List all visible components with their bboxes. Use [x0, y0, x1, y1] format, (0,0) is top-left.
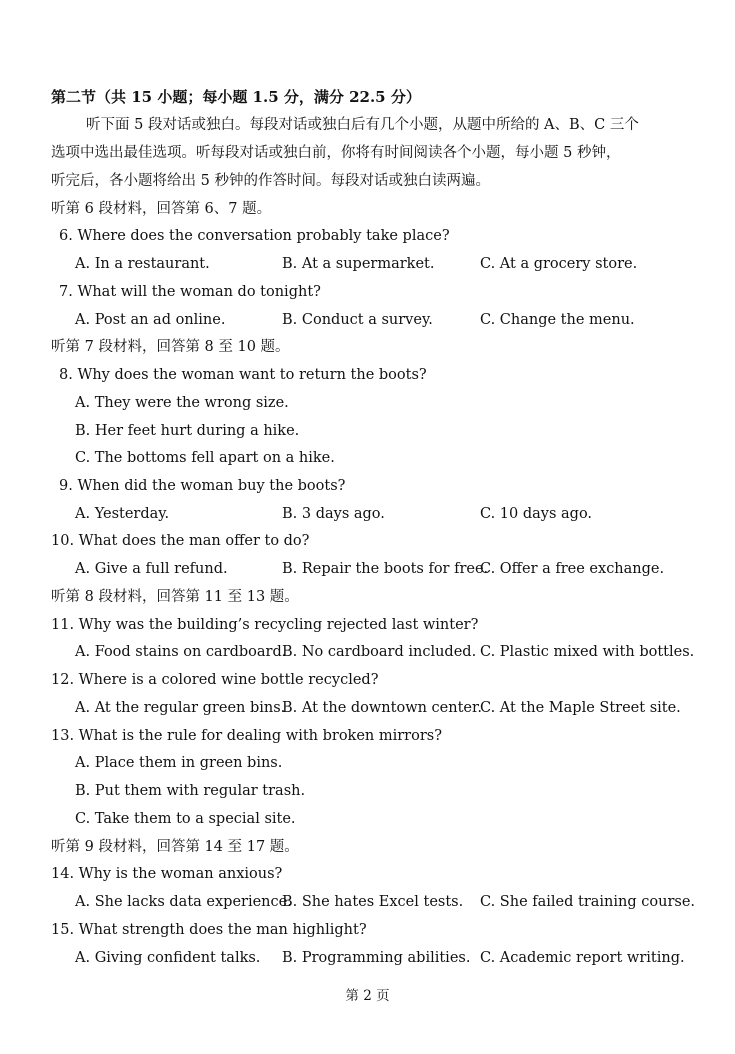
- option-a: A. At the regular green bins.: [75, 700, 286, 716]
- option-a: A. Giving confident talks.: [75, 950, 261, 966]
- question-stem: 7. What will the woman do tonight?: [59, 284, 321, 300]
- option-c: C. At the Maple Street site.: [480, 700, 681, 716]
- option-a: A. Give a full refund.: [75, 561, 228, 577]
- option-b: B. No cardboard included.: [282, 644, 477, 660]
- question-stem: 12. Where is a colored wine bottle recycled?: [51, 672, 379, 688]
- option-c: C. Plastic mixed with bottles.: [480, 644, 695, 660]
- option-c: C. Academic report writing.: [480, 950, 685, 966]
- option-a: A. Food stains on cardboard.: [75, 644, 287, 660]
- option-b: B. She hates Excel tests.: [282, 894, 464, 910]
- section-title: 第二节（共 15 小题；每小题 1.5 分，满分 22.5 分）: [51, 88, 421, 106]
- option-c: C. 10 days ago.: [480, 506, 593, 522]
- option-a: A. They were the wrong size.: [75, 395, 289, 411]
- intro-line-3: 听完后，各小题将给出 5 秒钟的作答时间。每段对话或独白读两遍。: [51, 173, 490, 189]
- option-a: A. She lacks data experience.: [75, 894, 292, 910]
- option-b: B. Repair the boots for free.: [282, 561, 489, 577]
- option-a: A. Post an ad online.: [75, 312, 226, 328]
- option-c: C. The bottoms fell apart on a hike.: [75, 450, 335, 466]
- option-c: C. Offer a free exchange.: [480, 561, 665, 577]
- option-b: B. Her feet hurt during a hike.: [75, 423, 300, 439]
- option-b: B. Programming abilities.: [282, 950, 471, 966]
- option-b: B. At a supermarket.: [282, 256, 435, 272]
- option-c: C. Take them to a special site.: [75, 811, 296, 827]
- question-stem: 9. When did the woman buy the boots?: [59, 478, 346, 494]
- option-b: B. Conduct a survey.: [282, 312, 433, 328]
- question-stem: 13. What is the rule for dealing with broken mirrors?: [51, 728, 442, 744]
- question-stem: 14. Why is the woman anxious?: [51, 866, 283, 882]
- question-stem: 8. Why does the woman want to return the boots?: [59, 367, 427, 383]
- question-stem: 10. What does the man offer to do?: [51, 533, 310, 549]
- intro-line-2: 选项中选出最佳选项。听每段对话或独白前，你将有时间阅读各个小题，每小题 5 秒钟，: [51, 145, 621, 161]
- option-b: B. Put them with regular trash.: [75, 783, 306, 799]
- option-a: A. Place them in green bins.: [75, 755, 283, 771]
- option-c: C. Change the menu.: [480, 312, 635, 328]
- group-label: 听第 7 段材料，回答第 8 至 10 题。: [51, 339, 290, 355]
- page-number: 第 2 页: [345, 988, 390, 1004]
- option-c: C. At a grocery store.: [480, 256, 638, 272]
- option-b: B. At the downtown center.: [282, 700, 482, 716]
- group-label: 听第 6 段材料，回答第 6、7 题。: [51, 201, 272, 217]
- group-label: 听第 9 段材料，回答第 14 至 17 题。: [51, 839, 299, 855]
- option-a: A. In a restaurant.: [75, 256, 210, 272]
- option-a: A. Yesterday.: [75, 506, 170, 522]
- option-b: B. 3 days ago.: [282, 506, 385, 522]
- group-label: 听第 8 段材料，回答第 11 至 13 题。: [51, 589, 299, 605]
- question-stem: 15. What strength does the man highlight?: [51, 922, 367, 938]
- question-stem: 6. Where does the conversation probably take place?: [59, 228, 450, 244]
- option-c: C. She failed training course.: [480, 894, 696, 910]
- intro-line-1: 听下面 5 段对话或独白。每段对话或独白后有几个小题，从题中所给的 A、B、C 三个: [86, 117, 639, 133]
- question-stem: 11. Why was the building’s recycling rejected last winter?: [51, 617, 479, 633]
